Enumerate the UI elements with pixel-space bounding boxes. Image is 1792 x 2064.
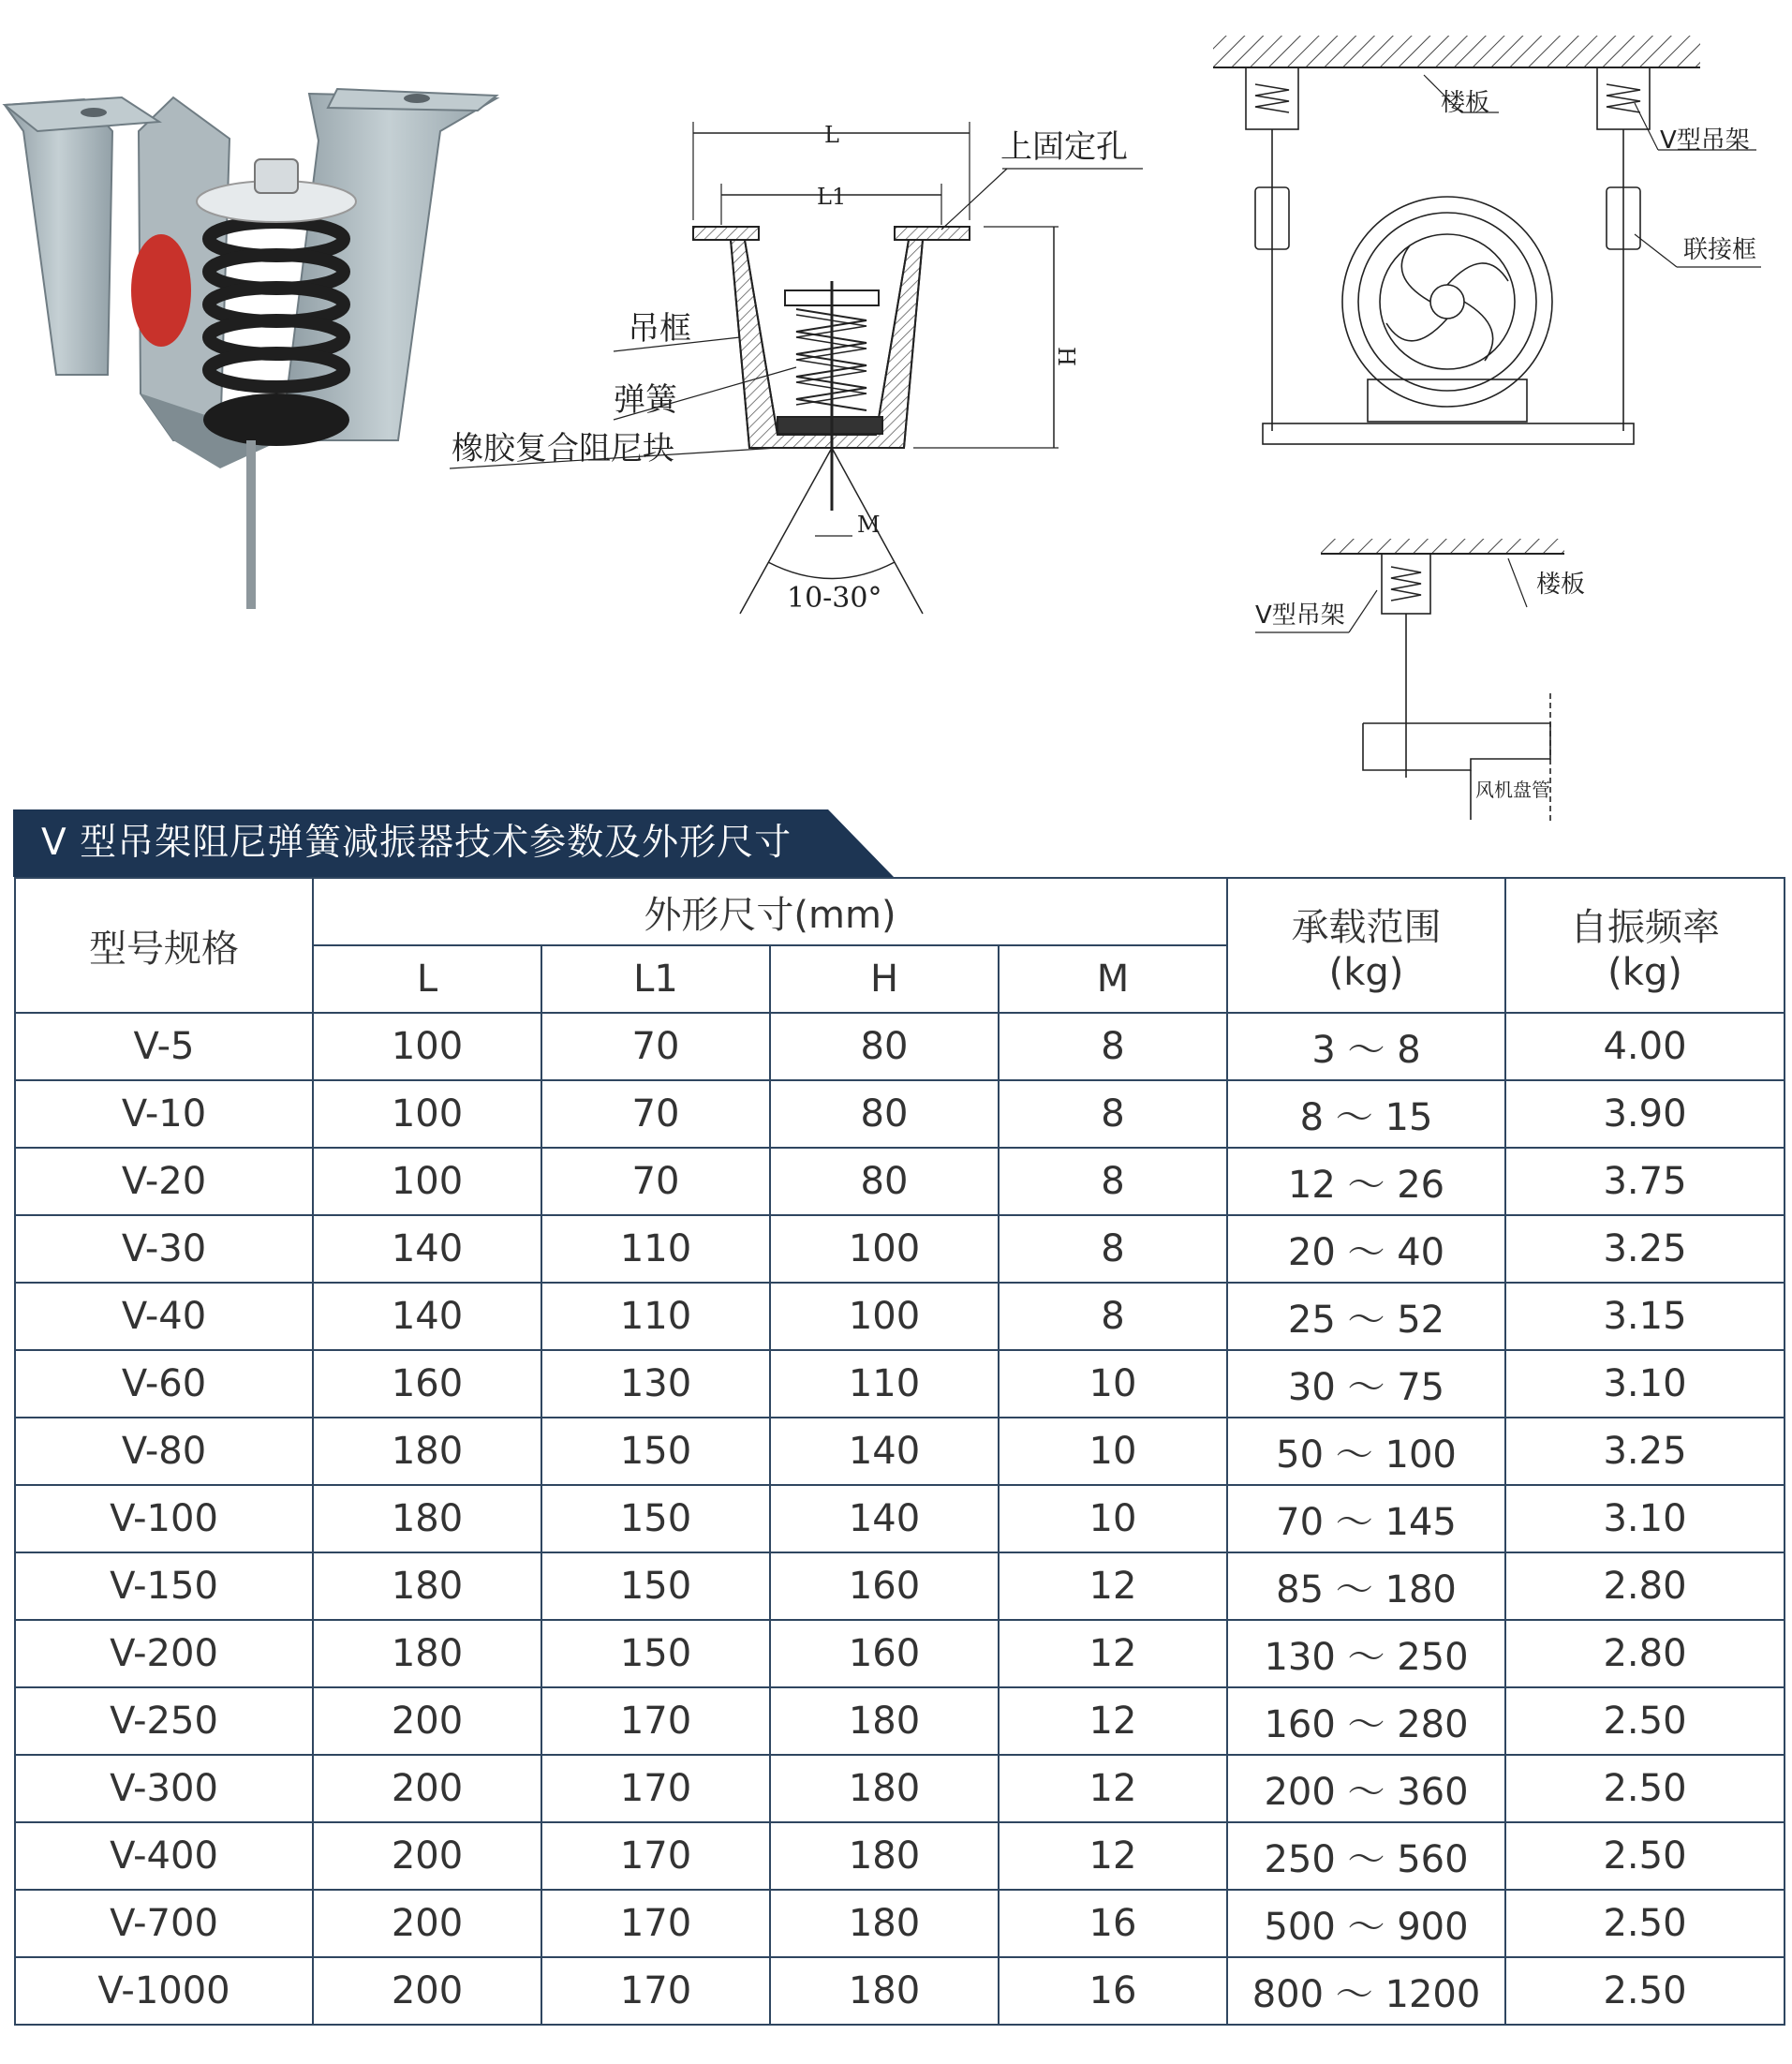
cell-L: 100 [313,1148,541,1215]
product-photo [5,89,496,609]
connecting-frame-label: 联接框 [1683,236,1757,264]
cell-L1: 70 [541,1013,770,1080]
cell-freq: 3.10 [1505,1485,1785,1552]
cell-freq: 2.80 [1505,1620,1785,1687]
cell-H: 180 [770,1755,999,1822]
table-row [15,1485,1785,1552]
upper-fixing-hole-label: 上固定孔 [1000,128,1128,166]
cell-H: 160 [770,1552,999,1620]
cell-load: 250 ～ 560 [1227,1822,1505,1890]
cell-freq: 2.80 [1505,1552,1785,1620]
cell-load: 130 ～ 250 [1227,1620,1505,1687]
cell-model: V-700 [15,1890,313,1957]
cell-H: 140 [770,1418,999,1485]
cell-L1: 150 [541,1620,770,1687]
spec-table [14,877,1785,2026]
angle-label: 10-30° [787,582,882,615]
cell-freq: 2.50 [1505,1687,1785,1755]
cell-L1: 170 [541,1957,770,2025]
dim-L1-label: L1 [817,184,847,210]
table-row [15,1552,1785,1620]
cell-H: 80 [770,1013,999,1080]
cell-H: 180 [770,1957,999,2025]
cell-L1: 150 [541,1485,770,1552]
cell-model: V-20 [15,1148,313,1215]
table-row [15,1080,1785,1148]
cell-model: V-10 [15,1080,313,1148]
cell-L: 200 [313,1755,541,1822]
cell-L1: 170 [541,1890,770,1957]
cell-M: 10 [999,1350,1227,1418]
cell-H: 180 [770,1890,999,1957]
table-row [15,1418,1785,1485]
cell-load: 12 ～ 26 [1227,1148,1505,1215]
table-row [15,1957,1785,2025]
cell-model: V-400 [15,1822,313,1890]
cell-L1: 150 [541,1418,770,1485]
cell-freq: 2.50 [1505,1957,1785,2025]
cell-L1: 170 [541,1687,770,1755]
cell-load: 85 ～ 180 [1227,1552,1505,1620]
cell-H: 100 [770,1215,999,1283]
cell-M: 10 [999,1485,1227,1552]
table-row [15,1890,1785,1957]
cell-model: V-300 [15,1755,313,1822]
cell-model: V-40 [15,1283,313,1350]
cell-L: 180 [313,1620,541,1687]
cell-freq: 4.00 [1505,1013,1785,1080]
cell-load: 30 ～ 75 [1227,1350,1505,1418]
cell-load: 20 ～ 40 [1227,1215,1505,1283]
cell-load: 3 ～ 8 [1227,1013,1505,1080]
cell-freq: 3.75 [1505,1148,1785,1215]
cell-M: 8 [999,1148,1227,1215]
header-load-range-unit: (kg) [1328,950,1404,994]
cell-L: 180 [313,1485,541,1552]
cell-M: 8 [999,1013,1227,1080]
header-load-range-label: 承载范围 [1291,905,1442,949]
cell-L: 180 [313,1418,541,1485]
cell-model: V-30 [15,1215,313,1283]
cell-H: 180 [770,1687,999,1755]
table-row [15,1620,1785,1687]
cell-model: V-200 [15,1620,313,1687]
cell-load: 50 ～ 100 [1227,1418,1505,1485]
floor-slab-label-1: 楼板 [1441,89,1490,117]
cell-model: V-150 [15,1552,313,1620]
spring-label: 弹簧 [614,381,677,419]
cell-model: V-100 [15,1485,313,1552]
header-L: L [313,945,541,1013]
cell-load: 160 ～ 280 [1227,1687,1505,1755]
cell-M: 12 [999,1755,1227,1822]
figures-svg [0,0,1792,824]
cell-model: V-1000 [15,1957,313,2025]
table-row [15,1013,1785,1080]
cell-H: 100 [770,1283,999,1350]
header-M: M [999,945,1227,1013]
cell-M: 12 [999,1620,1227,1687]
cell-M: 8 [999,1215,1227,1283]
cell-L: 140 [313,1215,541,1283]
hanger-frame-label: 吊框 [628,310,691,348]
cell-L: 200 [313,1822,541,1890]
cell-load: 500 ～ 900 [1227,1890,1505,1957]
v-hanger-label-2: V型吊架 [1255,601,1345,630]
cell-load: 25 ～ 52 [1227,1283,1505,1350]
figures-area [0,0,1792,824]
cell-L1: 130 [541,1350,770,1418]
cell-L1: 70 [541,1148,770,1215]
section-title-bar [13,809,894,877]
cell-L1: 70 [541,1080,770,1148]
cell-freq: 3.90 [1505,1080,1785,1148]
header-frequency-unit: (kg) [1607,950,1682,994]
cell-freq: 3.25 [1505,1418,1785,1485]
cell-M: 10 [999,1418,1227,1485]
table-row [15,1148,1785,1215]
header-load-range [1227,878,1505,1013]
cell-L: 100 [313,1013,541,1080]
cell-model: V-5 [15,1013,313,1080]
header-H: H [770,945,999,1013]
table-row [15,1350,1785,1418]
cell-M: 8 [999,1283,1227,1350]
cell-L: 140 [313,1283,541,1350]
table-row [15,1283,1785,1350]
table-row [15,1687,1785,1755]
cell-H: 80 [770,1080,999,1148]
cell-H: 110 [770,1350,999,1418]
cell-L: 200 [313,1957,541,2025]
cell-freq: 3.25 [1505,1215,1785,1283]
cell-load: 200 ～ 360 [1227,1755,1505,1822]
header-L1: L1 [541,945,770,1013]
cell-model: V-80 [15,1418,313,1485]
dim-L-label: L [824,122,839,148]
fan-coil-label: 风机盘管 [1475,779,1550,801]
section-drawing [450,122,1143,614]
cell-model: V-60 [15,1350,313,1418]
cell-freq: 2.50 [1505,1822,1785,1890]
header-frequency-label: 自振频率 [1570,905,1721,949]
cell-L1: 170 [541,1755,770,1822]
cell-H: 140 [770,1485,999,1552]
cell-H: 180 [770,1822,999,1890]
cell-L: 160 [313,1350,541,1418]
cell-H: 80 [770,1148,999,1215]
cell-L: 200 [313,1890,541,1957]
dim-M-label: M [857,512,881,538]
cell-L: 200 [313,1687,541,1755]
dim-H-label: H [1053,347,1079,366]
cell-freq: 3.10 [1505,1350,1785,1418]
cell-load: 8 ～ 15 [1227,1080,1505,1148]
cell-M: 12 [999,1687,1227,1755]
floor-slab-label-2: 楼板 [1536,571,1586,599]
table-body [15,1013,1785,2025]
cell-L1: 150 [541,1552,770,1620]
v-hanger-label-1: V型吊架 [1660,126,1750,155]
cell-M: 12 [999,1552,1227,1620]
section-title: V 型吊架阻尼弹簧减振器技术参数及外形尺寸 [41,822,792,864]
cell-M: 16 [999,1957,1227,2025]
table-row [15,1215,1785,1283]
cell-freq: 2.50 [1505,1890,1785,1957]
header-dimensions: 外形尺寸(mm) [313,878,1227,945]
header-natural-frequency [1505,878,1785,1013]
cell-L1: 110 [541,1283,770,1350]
cell-M: 12 [999,1822,1227,1890]
cell-L1: 110 [541,1215,770,1283]
header-model: 型号规格 [15,878,313,1013]
cell-L1: 170 [541,1822,770,1890]
cell-load: 70 ～ 145 [1227,1485,1505,1552]
cell-freq: 2.50 [1505,1755,1785,1822]
cell-H: 160 [770,1620,999,1687]
cell-L: 100 [313,1080,541,1148]
cell-freq: 3.15 [1505,1283,1785,1350]
rubber-damper-label: 橡胶复合阻尼块 [452,430,674,468]
cell-M: 8 [999,1080,1227,1148]
cell-M: 16 [999,1890,1227,1957]
table-row [15,1755,1785,1822]
cell-model: V-250 [15,1687,313,1755]
table-row [15,1822,1785,1890]
cell-L: 180 [313,1552,541,1620]
cell-load: 800 ～ 1200 [1227,1957,1505,2025]
